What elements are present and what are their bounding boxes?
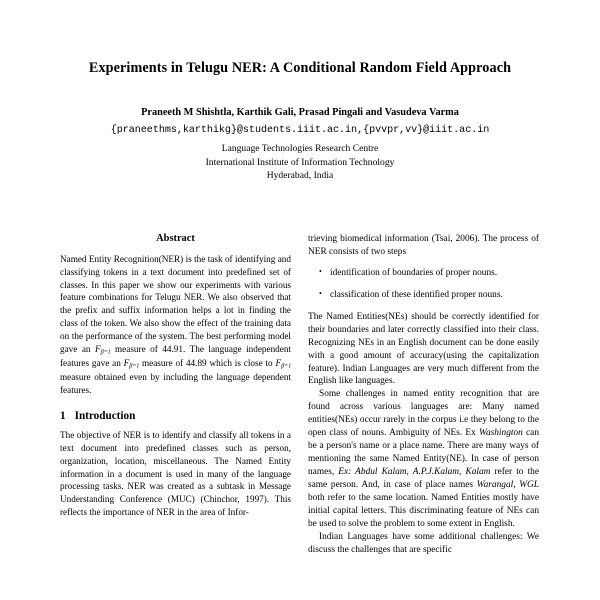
affiliation-line-3: Hyderabad, India [266, 170, 334, 182]
example-washington: Washington [479, 428, 523, 439]
affiliation-line-2: International Institute of Information Technology [205, 156, 395, 168]
f-measure-symbol [124, 358, 139, 368]
ner-steps-list [308, 267, 539, 302]
example-person-names: Ex: Abdul Kalam, A.P.J.Kalam, Kalam [338, 467, 491, 477]
abstract-heading: Abstract [156, 233, 195, 244]
f-measure-letter: F [123, 358, 130, 369]
challenges-segment-1: Some challenges in named entity recognition that are found across various languages are: Many named entities(NEs) occur rarely in the corpus i.e they belong to the open class of nouns. Ambiguity of NEs. Ex [308, 389, 539, 439]
f-measure-subscript: β=1 [281, 362, 291, 370]
author-emails: {praneethms,karthikg}@students.iiit.ac.in,{pvvpr,vv}@iiit.ac.in [110, 124, 490, 136]
section-number: 1 [60, 410, 66, 423]
f-measure-symbol [95, 344, 110, 354]
example-place-names: Warangal, WGL [476, 479, 539, 490]
f-measure-subscript: β=1 [129, 362, 140, 370]
list-item: • identification of boundaries of proper nouns. [330, 267, 539, 280]
continuation-paragraph: trieving biomedical information (Tsai, 2006). The process of NER consists of two steps [308, 234, 539, 257]
affiliation-line-1: Language Technologies Research Centre [221, 143, 379, 154]
introduction-paragraph: The objective of NER is to identify and classify all tokens in a text document into predefined classes such as person, organization, location, miscellaneous. The Named Entity information in a document is used in many of the language processing tasks. NER was created as a subtask in Message Understanding Conference (MUC) (Chinchor, 1997). This reflects the importance of NER in the area of Infor- [60, 430, 291, 517]
challenges-segment-2: can be a person's name or a place name. There are many ways of mentioning the same Named Entity(NE). In case of person names, [308, 428, 539, 477]
f-measure-symbol [276, 358, 291, 368]
abstract-text [60, 253, 291, 397]
abstract-text-segment-1: Named Entity Recognition(NER) is the task of identifying and classifying tokens in a text document into predefined set of classes. In this paper we show our experiments with various feature combinations for Telugu NER. We also observed that the prefix and suffix information helps a lot in finding the class of the token. We also show the effect of the training data on the performance of the system. The best performing model gave an [60, 254, 291, 354]
left-column [60, 233, 291, 600]
section-title: Introduction [74, 410, 136, 423]
abstract-text-segment-2: measure of 44.91. The language independent features gave an [60, 343, 291, 369]
right-column [308, 233, 539, 600]
author-list: Praneeth M Shishtla, Karthik Gali, Prasad Pingali and Vasudeva Varma [141, 107, 459, 119]
challenges-segment-3: refer to the same person. And, in case of place names [308, 467, 539, 490]
challenges-paragraph [308, 388, 539, 530]
named-entities-paragraph: The Named Entities(NEs) should be correctly identified for their boundaries and later correctly classified into their class. Recognizing NEs in an English document can be done easily with a good amount of accuracy(using the capitalization feature). Indian Languages are very much different from the English like languages. [308, 311, 539, 387]
challenges-segment-4: both refer to the same location. Named Entities mostly have initial capital letters. This discriminating feature of NEs can be used to solve the problem to some extent in English. [308, 492, 539, 529]
f-measure-letter: F [275, 358, 282, 369]
abstract-text-segment-4: measure obtained even by including the language dependent features. [60, 372, 291, 396]
list-item: • classification of these identified proper nouns. [330, 289, 539, 302]
indian-languages-paragraph: Indian Languages have some additional challenges: We discuss the challenges that are specific [308, 531, 539, 555]
f-measure-subscript: β=1 [100, 348, 111, 356]
section-heading-introduction [60, 410, 291, 422]
abstract-text-segment-3: measure of 44.89 which is close to [139, 358, 276, 369]
body-columns [60, 233, 540, 600]
f-measure-letter: F [95, 343, 101, 354]
page-title: Experiments in Telugu NER: A Conditional Random Field Approach [88, 60, 512, 76]
